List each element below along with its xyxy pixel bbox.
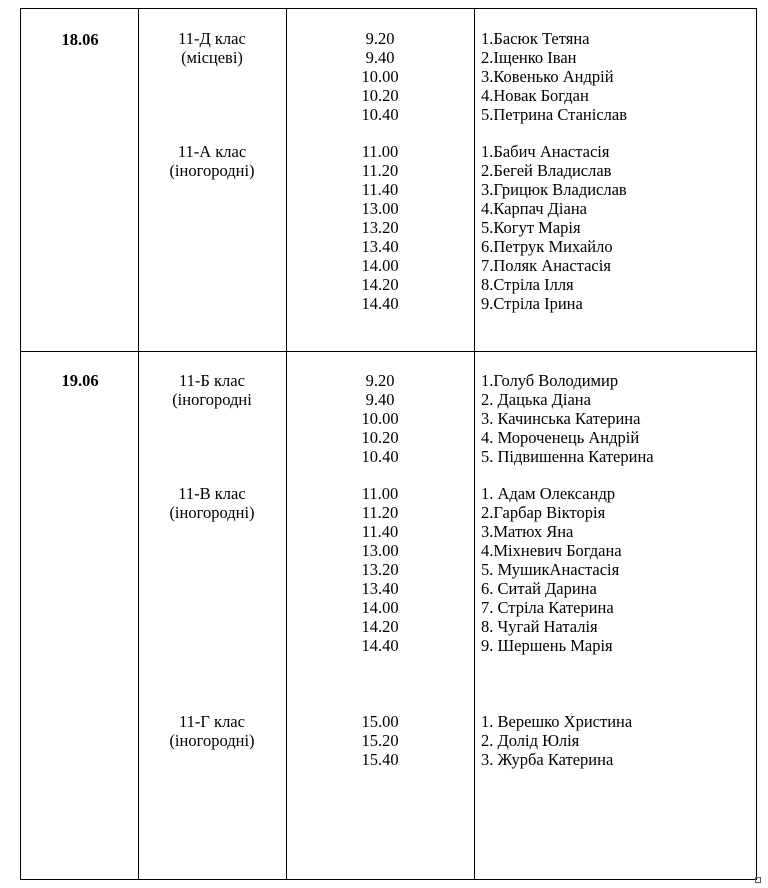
time-slot: 14.40 (361, 636, 399, 655)
class-type: (іногородні (172, 390, 252, 409)
student-name: 7. Стріла Катерина (481, 598, 614, 617)
time-slot: 10.20 (361, 86, 399, 105)
schedule-table (20, 8, 757, 880)
time-slot: 11.40 (361, 180, 399, 199)
row-divider (21, 351, 756, 352)
student-name: 4.Новак Богдан (481, 86, 589, 105)
time-slot: 13.40 (361, 237, 399, 256)
student-name: 6.Петрук Михайло (481, 237, 613, 256)
time-slot: 14.00 (361, 598, 399, 617)
times-cell (286, 484, 474, 655)
names-cell (481, 371, 761, 466)
time-slot: 13.40 (361, 579, 399, 598)
class-type: (іногородні) (169, 503, 255, 522)
student-name: 2.Іщенко Іван (481, 48, 577, 67)
date-cell: 18.06 (61, 30, 99, 49)
student-name: 1.Бабич Анастасія (481, 142, 610, 161)
class-cell (138, 29, 286, 67)
student-name: 8. Чугай Наталія (481, 617, 598, 636)
student-name: 5. Підвишенна Катерина (481, 447, 654, 466)
student-name: 2.Бегей Владислав (481, 161, 612, 180)
time-slot: 14.20 (361, 275, 399, 294)
time-slot: 13.00 (361, 199, 399, 218)
time-slot: 9.20 (365, 371, 395, 390)
time-slot: 10.20 (361, 428, 399, 447)
time-slot: 14.20 (361, 617, 399, 636)
student-name: 9. Шершень Марія (481, 636, 613, 655)
student-name: 6. Ситай Дарина (481, 579, 597, 598)
time-slot: 13.20 (361, 218, 399, 237)
table-resize-handle-icon[interactable] (755, 877, 761, 883)
class-label: 11-Б клас (179, 371, 245, 390)
time-slot: 11.00 (361, 484, 399, 503)
names-cell (481, 484, 761, 655)
time-slot: 15.40 (361, 750, 399, 769)
student-name: 3.Матюх Яна (481, 522, 574, 541)
names-cell (481, 712, 761, 769)
times-cell (286, 142, 474, 313)
class-label: 11-Д клас (178, 29, 246, 48)
class-type: (місцеві) (181, 48, 243, 67)
student-name: 3. Журба Катерина (481, 750, 614, 769)
class-label: 11-В клас (178, 484, 246, 503)
time-slot: 11.00 (361, 142, 399, 161)
class-label: 11-Г клас (179, 712, 245, 731)
class-cell (138, 712, 286, 750)
time-slot: 13.00 (361, 541, 399, 560)
time-slot: 11.20 (361, 503, 399, 522)
time-slot: 11.40 (361, 522, 399, 541)
time-slot: 15.00 (361, 712, 399, 731)
times-cell (286, 29, 474, 124)
time-slot: 10.40 (361, 105, 399, 124)
class-type: (іногородні) (169, 161, 255, 180)
names-cell (481, 142, 761, 313)
student-name: 3.Ковенько Андрій (481, 67, 614, 86)
column-divider (474, 9, 475, 879)
time-slot: 9.40 (365, 48, 395, 67)
times-cell (286, 712, 474, 769)
time-slot: 15.20 (361, 731, 399, 750)
time-slot: 14.00 (361, 256, 399, 275)
class-cell (138, 371, 286, 409)
student-name: 2. Долід Юлія (481, 731, 580, 750)
student-name: 2. Дацька Діана (481, 390, 591, 409)
student-name: 8.Стріла Ілля (481, 275, 574, 294)
date-cell: 19.06 (61, 371, 99, 390)
time-slot: 10.00 (361, 67, 399, 86)
student-name: 3.Грицюк Владислав (481, 180, 627, 199)
student-name: 1.Голуб Володимир (481, 371, 619, 390)
class-type: (іногородні) (169, 731, 255, 750)
student-name: 4.Міхневич Богдана (481, 541, 622, 560)
names-cell (481, 29, 761, 124)
student-name: 5.Когут Марія (481, 218, 581, 237)
student-name: 5.Петрина Станіслав (481, 105, 627, 124)
class-label: 11-А клас (177, 142, 247, 161)
class-cell (138, 142, 286, 180)
class-cell (138, 484, 286, 522)
time-slot: 9.20 (365, 29, 395, 48)
student-name: 4. Мороченець Андрій (481, 428, 640, 447)
time-slot: 10.40 (361, 447, 399, 466)
time-slot: 9.40 (365, 390, 395, 409)
student-name: 1. Верешко Христина (481, 712, 633, 731)
student-name: 1.Басюк Тетяна (481, 29, 590, 48)
student-name: 3. Качинська Катерина (481, 409, 641, 428)
student-name: 2.Гарбар Вікторія (481, 503, 606, 522)
time-slot: 10.00 (361, 409, 399, 428)
time-slot: 14.40 (361, 294, 399, 313)
student-name: 9.Стріла Ірина (481, 294, 583, 313)
time-slot: 13.20 (361, 560, 399, 579)
times-cell (286, 371, 474, 466)
student-name: 4.Карпач Діана (481, 199, 587, 218)
student-name: 5. МушикАнастасія (481, 560, 620, 579)
student-name: 7.Поляк Анастасія (481, 256, 611, 275)
time-slot: 11.20 (361, 161, 399, 180)
student-name: 1. Адам Олександр (481, 484, 616, 503)
